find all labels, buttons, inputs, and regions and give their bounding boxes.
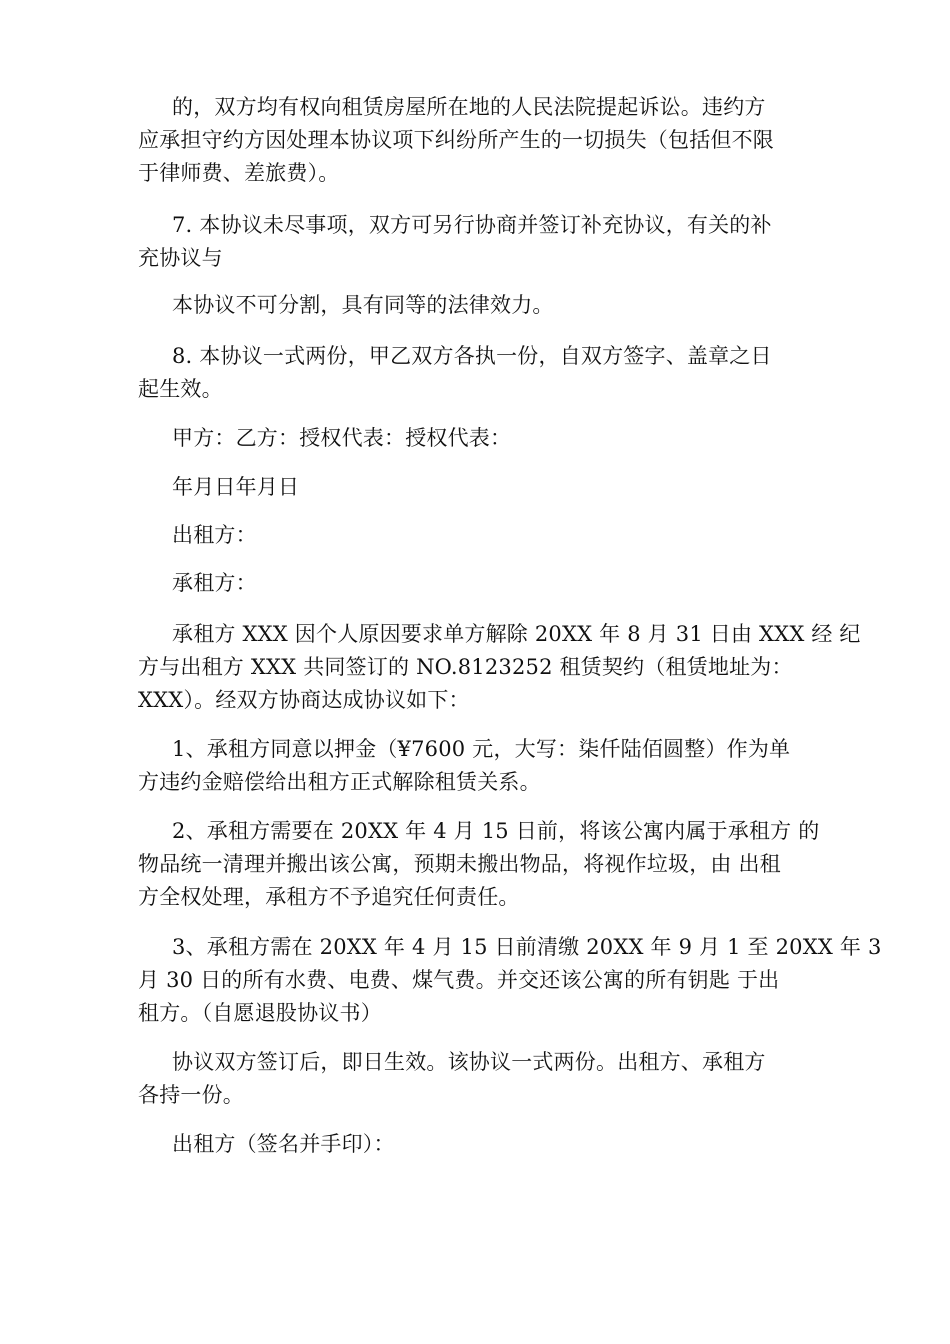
text-line: 起生效。 bbox=[138, 377, 223, 401]
paragraph-party-signatures bbox=[138, 422, 828, 455]
text-line: 年月日年月日 bbox=[172, 475, 300, 499]
text-line: 租方。（自愿退股协议书） bbox=[138, 1001, 382, 1025]
text-line: 的，双方均有权向租赁房屋所在地的人民法院提起诉讼。违约方 bbox=[172, 95, 766, 119]
paragraph-clause-8 bbox=[138, 340, 828, 406]
text-line: 方与出租方 XXX 共同签订的 NO.8123252 租赁契约（租赁地址为： bbox=[138, 655, 793, 679]
paragraph-effective-clause bbox=[138, 1046, 828, 1112]
text-line: 方违约金赔偿给出租方正式解除租赁关系。 bbox=[138, 770, 541, 794]
text-line: 方全权处理，承租方不予追究任何责任。 bbox=[138, 885, 520, 909]
paragraph-lessor-signature bbox=[138, 1128, 828, 1161]
text-line: 甲方：乙方：授权代表：授权代表： bbox=[172, 426, 512, 450]
paragraph-clause-7-continued bbox=[138, 289, 828, 322]
text-line: 本协议不可分割，具有同等的法律效力。 bbox=[172, 293, 554, 317]
text-line: 于律师费、差旅费）。 bbox=[138, 161, 340, 185]
text-line: 充协议与 bbox=[138, 246, 223, 270]
paragraph-dispute-clause bbox=[138, 91, 828, 190]
text-line: 出租方（签名并手印）： bbox=[172, 1132, 395, 1156]
text-line: 协议双方签订后，即日生效。该协议一式两份。出租方、承租方 bbox=[172, 1050, 766, 1074]
paragraph-lessor-label bbox=[138, 519, 828, 552]
text-line: 物品统一清理并搬出该公寓，预期未搬出物品，将视作垃圾，由 出租 bbox=[138, 852, 781, 876]
text-line: 8. 本协议一式两份，甲乙双方各执一份，自双方签字、盖章之日 bbox=[172, 344, 772, 368]
text-line: 月 30 日的所有水费、电费、煤气费。并交还该公寓的所有钥匙 于出 bbox=[138, 968, 780, 992]
paragraph-clause-7 bbox=[138, 209, 828, 275]
text-line: 3、承租方需在 20XX 年 4 月 15 日前清缴 20XX 年 9 月 1 至 20XX 年 3 bbox=[172, 935, 882, 959]
text-line: 各持一份。 bbox=[138, 1083, 244, 1107]
paragraph-signature-dates bbox=[138, 471, 828, 504]
paragraph-lessee-label bbox=[138, 567, 828, 600]
paragraph-item-2 bbox=[138, 815, 828, 914]
text-line: 1、承租方同意以押金（¥7600 元，大写：柒仟陆佰圆整）作为单 bbox=[172, 737, 791, 761]
text-line: 承租方： bbox=[172, 571, 257, 595]
text-line: 7. 本协议未尽事项，双方可另行协商并签订补充协议，有关的补 bbox=[172, 213, 772, 237]
text-line: 应承担守约方因处理本协议项下纠纷所产生的一切损失（包括但不限 bbox=[138, 128, 774, 152]
text-line: 2、承租方需要在 20XX 年 4 月 15 日前，将该公寓内属于承租方 的 bbox=[172, 819, 820, 843]
text-line: 承租方 XXX 因个人原因要求单方解除 20XX 年 8 月 31 日由 XXX 经 纪 bbox=[172, 622, 861, 646]
paragraph-termination-intro bbox=[138, 618, 861, 717]
text-line: XXX）。经双方协商达成协议如下： bbox=[138, 688, 470, 712]
text-line: 出租方： bbox=[172, 523, 257, 547]
paragraph-item-3 bbox=[138, 931, 882, 1030]
paragraph-item-1 bbox=[138, 733, 828, 799]
